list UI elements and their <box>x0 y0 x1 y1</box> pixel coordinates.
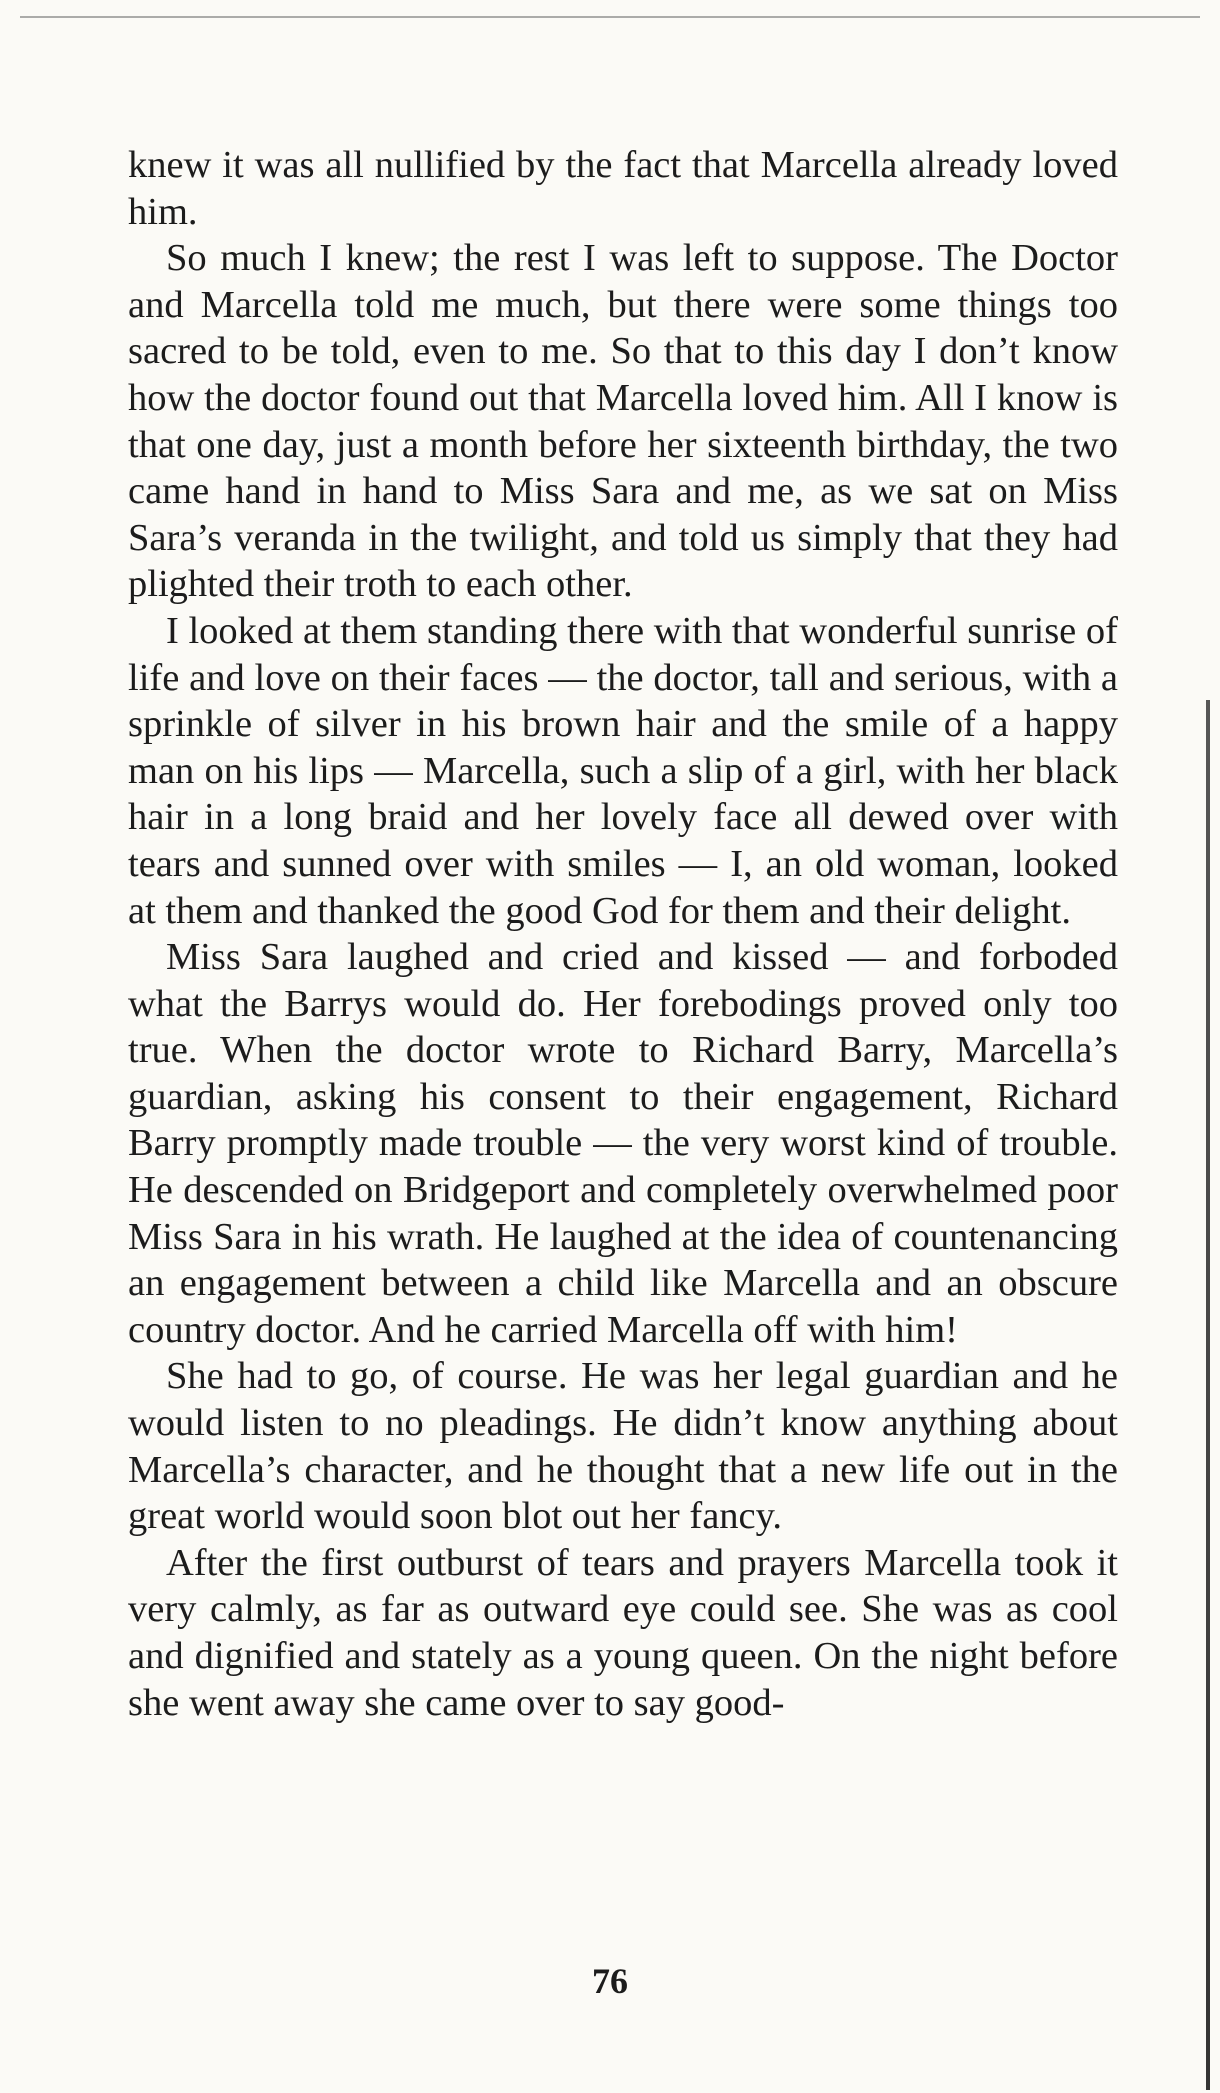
top-rule <box>20 16 1200 18</box>
paragraph-2: So much I knew; the rest I was left to suppose. The Doctor and Marcella told me much, but there were some things too sacred to be told, even to me. So that to this day I don’t know how the doctor found out that Marcella loved him. All I know is that one day, just a month before her sixteenth birthday, the two came hand in hand to Miss Sara and me, as we sat on Miss Sara’s veranda in the twilight, and told us simply that they had plighted their troth to each other. <box>128 237 1118 606</box>
paragraph-4: Miss Sara laughed and cried and kissed — and forboded what the Barrys would do. Her forebodings proved only too true. When the doctor wrote to Richard Barry, Marcella’s guardian, asking his consent to their engagement, Richard Barry promptly made trouble — the very worst kind of trouble. He descended on Bridgeport and completely overwhelmed poor Miss Sara in his wrath. He laughed at the idea of countenancing an engagement between a child like Marcella and an obscure country doctor. And he carried Marcella off with him! <box>128 936 1118 1351</box>
paragraph-5: She had to go, of course. He was her legal guardian and he would listen to no pleadings. He didn’t know anything about Marcella’s character, and he thought that a new life out in the great world would soon blot out her fancy. <box>128 1355 1118 1538</box>
paragraph-6: After the first outburst of tears and prayers Marcella took it very calmly, as far as outward eye could see. She was as cool and dignified and stately as a young queen. On the night before she went away she came over to say good- <box>128 1541 1118 1724</box>
page-number: 76 <box>592 1961 628 2001</box>
page-edge-shadow <box>1206 700 1210 2090</box>
paragraph-3: I looked at them standing there with that wonderful sunrise of life and love on their faces — the doctor, tall and serious, with a sprinkle of silver in his brown hair and the smile of a happy man on his lips — Marcella, such a slip of a girl, with her black hair in a long braid and her lovely face all dewed over with tears and sunned over with smiles — I, an old woman, looked at them and thanked the good God for them and their delight. <box>128 609 1118 932</box>
body-text <box>128 142 1118 1726</box>
paragraph-1: knew it was all nullified by the fact that Marcella already loved him. <box>128 144 1118 233</box>
